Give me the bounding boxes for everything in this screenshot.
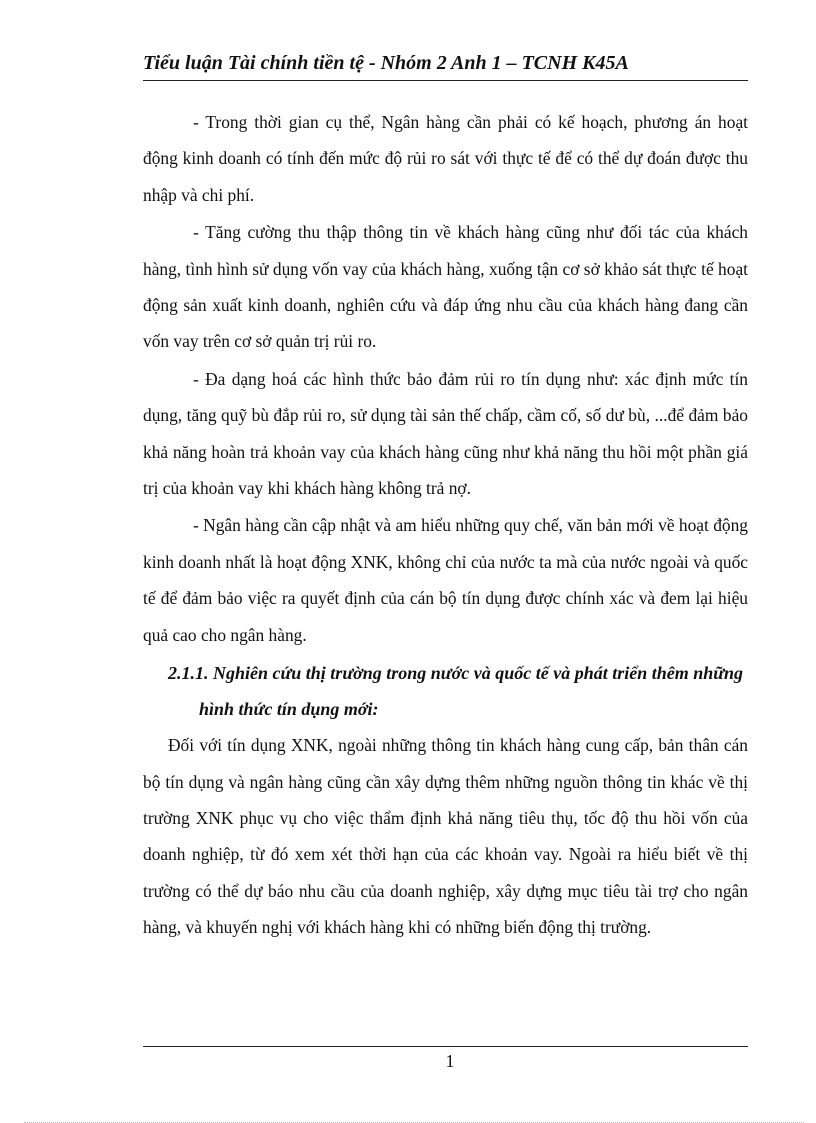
- document-body: [143, 104, 748, 947]
- footer-divider: [143, 1046, 748, 1047]
- section-paragraph: Đối với tín dụng XNK, ngoài những thông tin khách hàng cung cấp, bản thân cán bộ tín dụng và ngân hàng cũng cần xây dựng thêm những nguồn thông tin khác về thị trường XNK phục vụ cho việc thẩm định khả năng tiêu thụ, tốc độ thu hồi vốn của doanh nghiệp, từ đó xem xét thời hạn của các khoản vay. Ngoài ra hiểu biết về thị trường có thể dự báo nhu cầu của doanh nghiệp, xây dựng mục tiêu tài trợ cho ngân hàng, và khuyến nghị với khách hàng khi có những biến động thị trường.: [143, 735, 748, 938]
- page-header-title: Tiểu luận Tài chính tiền tệ - Nhóm 2 Anh 1 – TCNH K45A: [143, 52, 629, 74]
- section-heading: 2.1.1. Nghiên cứu thị trường trong nước và quốc tế và phát triển thêm những hình thức tín dụng mới:: [168, 663, 744, 720]
- page-number: 1: [445, 1051, 455, 1071]
- paragraph-1: - Trong thời gian cụ thể, Ngân hàng cần phải có kế hoạch, phương án hoạt động kinh doanh có tính đến mức độ rủi ro sát với thực tế để có thể dự đoán được thu nhập và chi phí.: [143, 112, 748, 205]
- paragraph-3: - Đa dạng hoá các hình thức bảo đảm rủi ro tín dụng như: xác định mức tín dụng, tăng quỹ bù đắp rủi ro, sử dụng tài sản thế chấp, cầm cố, số dư bù, ...để đảm bảo khả năng hoàn trả khoản vay của khách hàng cũng như khả năng thu hồi một phần giá trị của khoản vay khi khách hàng không trả nợ.: [143, 368, 748, 499]
- paragraph-2: - Tăng cường thu thập thông tin về khách hàng cũng như đối tác của khách hàng, tình hình sử dụng vốn vay của khách hàng, xuống tận cơ sở khảo sát thực tế hoạt động sản xuất kinh doanh, nghiên cứu và đáp ứng nhu cầu của khách hàng đang cần vốn vay trên cơ sở quản trị rủi ro.: [143, 222, 748, 352]
- header-divider: [143, 80, 748, 81]
- paragraph-4: - Ngân hàng cần cập nhật và am hiểu những quy chế, văn bản mới về hoạt động kinh doanh nhất là hoạt động XNK, không chỉ của nước ta mà của nước ngoài và quốc tế để đảm bảo việc ra quyết định của cán bộ tín dụng được chính xác và đem lại hiệu quả cao cho ngân hàng.: [143, 515, 748, 645]
